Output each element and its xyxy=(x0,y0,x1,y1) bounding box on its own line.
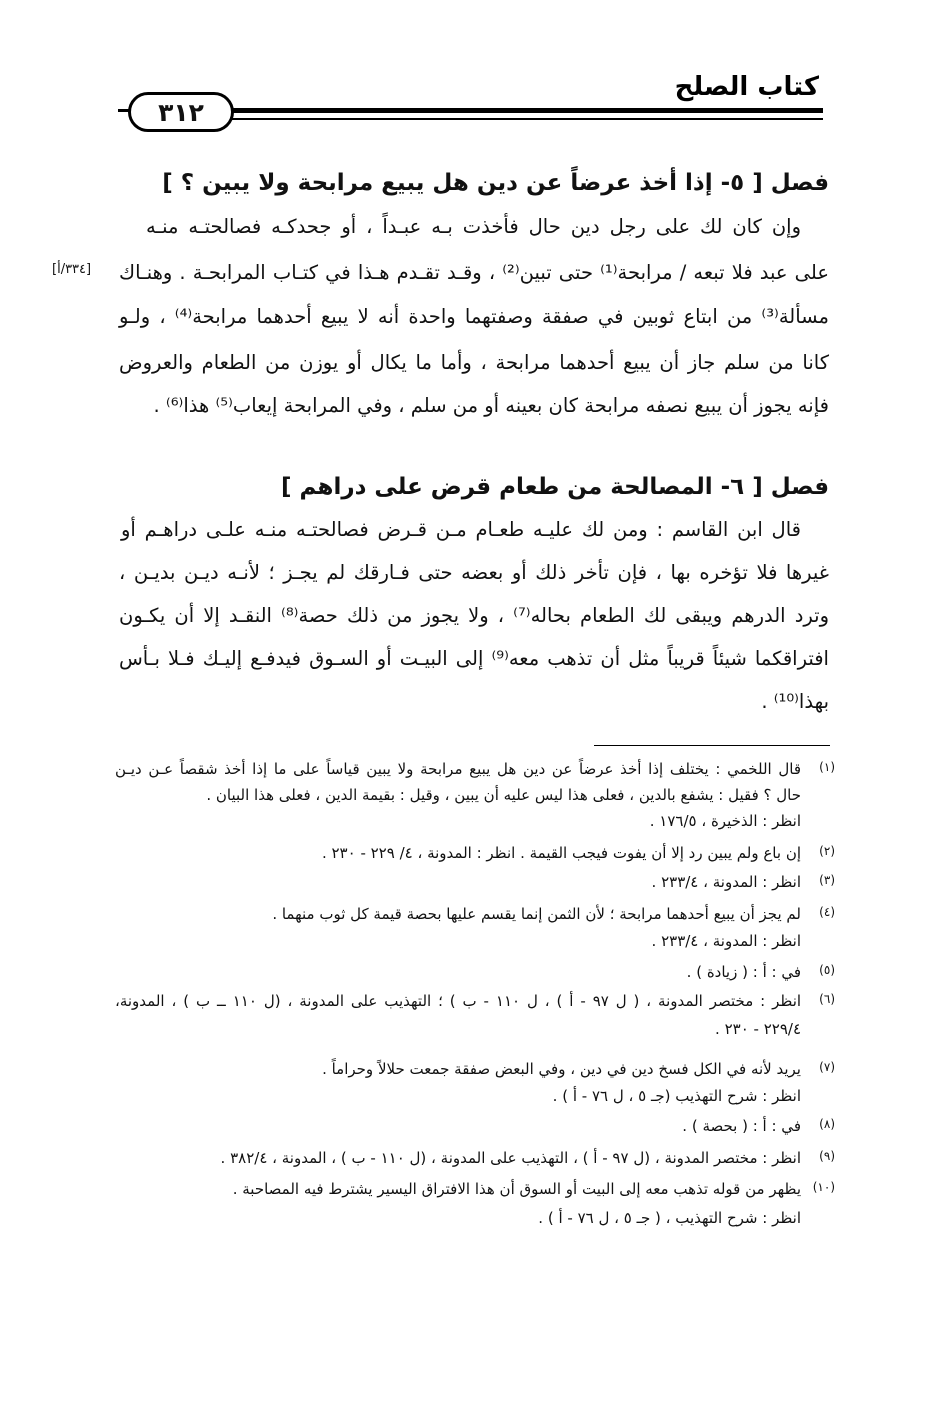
running-header-title: كتاب الصلح xyxy=(674,72,819,102)
footnote-text: انظر : مختصر المدونة ، ( ل ٩٧ - أ ) ، ل ١١٠ - ب ) ؛ التهذيب على المدونة ، (ل ١١٠ ــ ب ) ، المدونة، xyxy=(115,992,802,1010)
footnotes xyxy=(115,760,835,1300)
text-line: بهذا⁽¹⁰⁾ . xyxy=(761,690,829,713)
header-rule-thin xyxy=(220,118,823,120)
footnote-text: في : أ : ( بحصة ) . xyxy=(682,1117,801,1135)
text-line: وإن كان لك على رجل دين حال فأخذت بـه عبـداً ، أو جحدكـه فصالحتـه منـه xyxy=(146,215,801,238)
footnote-separator xyxy=(594,745,830,746)
footnote-number: (١٠) xyxy=(812,1180,835,1194)
text-line: كانا من سلم جاز أن يبيع أحدهما مرابحة ، وأما ما يكال أو يوزن من الطعام والعروض xyxy=(119,351,829,374)
footnote-number: (١) xyxy=(819,760,835,774)
footnote-text: في : أ : ( زيادة ) . xyxy=(686,963,801,981)
page-number: ٣١٢ xyxy=(128,92,234,132)
footnote-text: انظر : شرح التهذيب (جـ ٥ ، ل ٧٦ - أ ) . xyxy=(552,1087,801,1105)
header-rule xyxy=(220,108,823,113)
footnote-text: انظر : مختصر المدونة ، (ل ٩٧ - أ ) ، التهذيب على المدونة ، (ل ١١٠ - ب ) ، المدونة ، ٣٨٢/٤ . xyxy=(220,1149,801,1167)
footnote-number: (٦) xyxy=(819,992,835,1006)
footnote-number: (٧) xyxy=(819,1060,835,1074)
section-heading: فصل [ ٦- المصالحة من طعام قرض على دراهم ] xyxy=(280,474,829,500)
footnote-text: ٢٢٩/٤ - ٢٣٠ . xyxy=(715,1020,801,1038)
margin-folio-note: [٣٣٤/أ] xyxy=(52,262,92,277)
footnote-text: يظهر من قوله تذهب معه إلى البيت أو السوق أن هذا الافتراق اليسير يشترط فيه المصاحبة . xyxy=(232,1180,801,1198)
footnote-number: (٤) xyxy=(819,905,835,919)
footnote-number: (٩) xyxy=(819,1149,835,1163)
text-line: فإنه يجوز أن يبيع نصفه مرابحة كان بعينه أو من سلم ، وفي المرابحة إيعاب⁽⁵⁾ هذا⁽⁶⁾ . xyxy=(153,394,829,417)
footnote-text: انظر : الذخيرة ، ١٧٦/٥ . xyxy=(649,812,801,830)
text-line: قال ابن القاسم : ومن لك عليـه طعـام مـن قـرض فصالحتـه منـه علـى دراهـم أو xyxy=(121,518,801,541)
text-line: افتراقكما شيئاً قريباً مثل أن تذهب معه⁽⁹⁾ إلى البيـت أو السـوق فيدفـع إليـك فـلا بـأس xyxy=(119,647,829,670)
footnote-text: انظر : المدونة ، ٢٣٣/٤ . xyxy=(651,873,801,891)
footnote-number: (٨) xyxy=(819,1117,835,1131)
text-line: مسألة⁽³⁾ من ابتاع ثوبين في صفقة وصفتهما واحدة أنه لا يبيع أحدهما مرابحة⁽⁴⁾ ، ولـو xyxy=(119,305,829,328)
footnote-number: (٢) xyxy=(819,844,835,858)
footnote-text: لم يجز أن يبيع أحدهما مرابحة ؛ لأن الثمن إنما يقسم عليها بحصة قيمة كل ثوب منهما . xyxy=(272,905,801,923)
text-line: وترد الدرهم ويبقى لك الطعام بحاله⁽⁷⁾ ، ولا يجوز من ذلك حصة⁽⁸⁾ النقـد إلا أن يكـون xyxy=(119,604,829,627)
footnote-text: انظر : شرح التهذيب ، ( جـ ٥ ، ل ٧٦ - أ ) . xyxy=(538,1209,801,1227)
footnote-text: حال ؟ فقيل : يشفع بالدين ، فعلى هذا ليس عليه أن يبين ، وقيل : بقيمة الدين ، فعلى هذا البيان . xyxy=(206,786,801,804)
text-line: على عبد فلا تبعه / مرابحة⁽¹⁾ حتى تبين⁽²⁾ ، وقـد تقـدم هـذا في كتـاب المرابحـة . وهنـاك xyxy=(119,261,829,284)
footnote-text: يريد لأنه في الكل فسخ دين في دين ، وفي البعض صفقة جمعت حلالاً وحراماً . xyxy=(322,1060,801,1078)
footnote-text: إن باع ولم يبين رد إلا أن يفوت فيجب القيمة . انظر : المدونة ، ٤/ ٢٢٩ - ٢٣٠ . xyxy=(321,844,801,862)
footnote-text: قال اللخمي : يختلف إذا أخذ عرضاً عن دين هل يبيع مرابحة ولا يبين قياساً على ما إذا أخذ شقصاً عـن ديـن xyxy=(115,760,801,778)
section-heading: فصل [ ٥- إذا أخذ عرضاً عن دين هل يبيع مرابحة ولا يبين ؟ ] xyxy=(162,170,829,196)
footnote-text: انظر : المدونة ، ٢٣٣/٤ . xyxy=(651,932,801,950)
footnote-number: (٥) xyxy=(819,963,835,977)
footnote-number: (٣) xyxy=(819,873,835,887)
text-line: غيرها فلا تؤخره بها ، فإن تأخر ذلك أو بعضه حتى فـارقك لم يجـز ؛ لأنـه ديـن بديـن ، xyxy=(119,561,829,584)
